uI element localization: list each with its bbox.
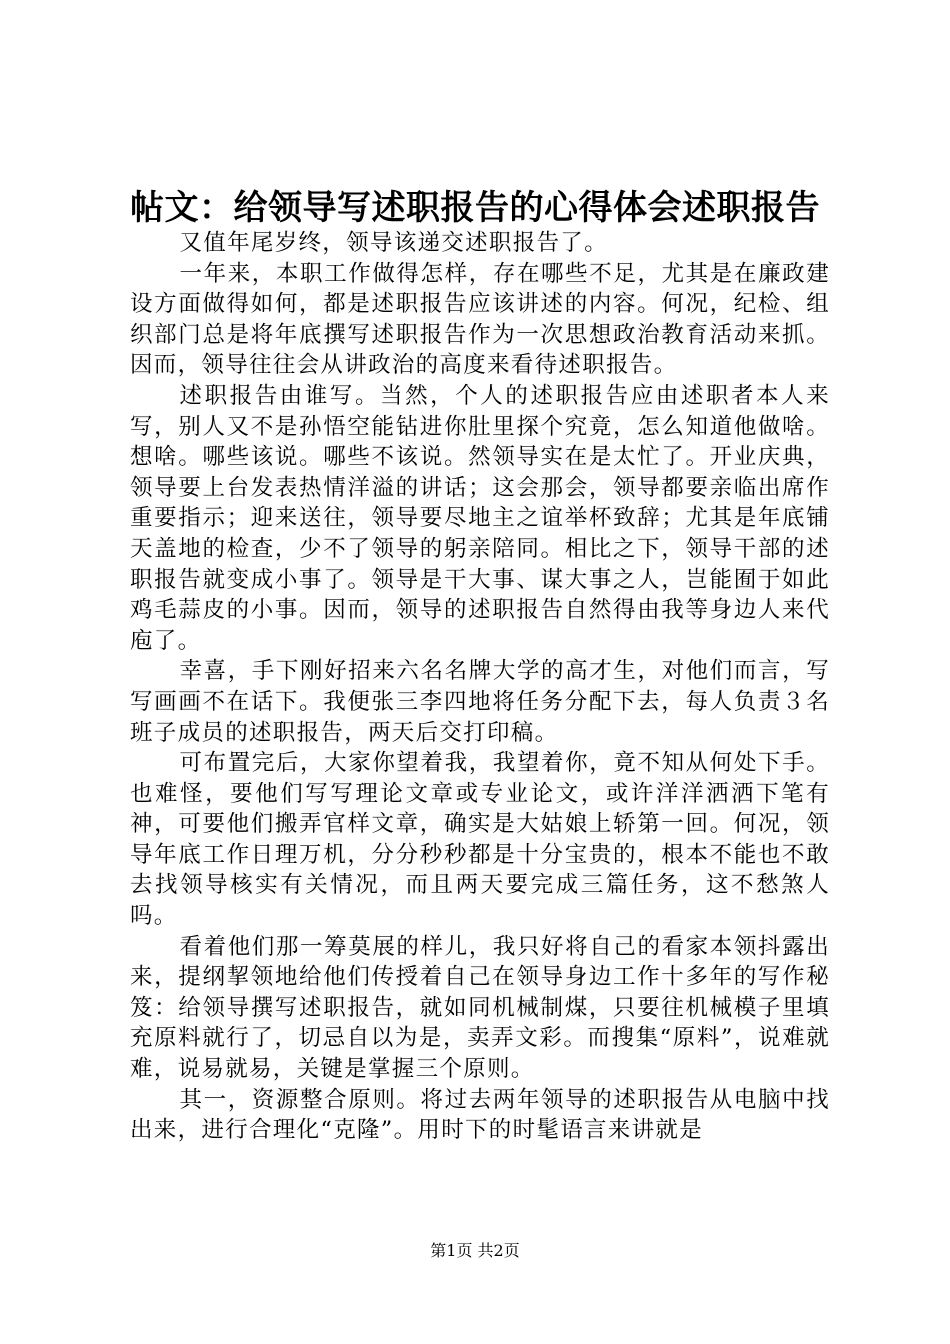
paragraph: 幸喜，手下刚好招来六名名牌大学的高才生，对他们而言，写写画画不在话下。我便张三李四地将任务分配下去，每人负责３名班子成员的述职报告，两天后交打印稿。 (130, 658, 830, 746)
paragraph: 又值年尾岁终，领导该递交述职报告了。 (179, 230, 608, 256)
paragraph: 看着他们那一筹莫展的样儿，我只好将自己的看家本领抖露出来，提纲挈领地给他们传授着自己在领导身边工作十多年的写作秘笈：给领导撰写述职报告，就如同机械制煤，只要往机械模子里填充原料就行了，切忌自以为是，卖弄文彩。而搜集“原料”，说难就难，说易就易，关键是掌握三个原则。 (130, 933, 830, 1083)
document-body (130, 228, 830, 1146)
page-footer: 第1页 共2页 (430, 1241, 520, 1260)
paragraph: 其一，资源整合原则。将过去两年领导的述职报告从电脑中找出来，进行合理化“克隆”。用时下的时髦语言来讲就是 (130, 1086, 830, 1144)
paragraph: 可布置完后，大家你望着我，我望着你，竟不知从何处下手。也难怪，要他们写写理论文章或专业论文，或许洋洋洒洒下笔有神，可要他们搬弄官样文章，确实是大姑娘上轿第一回。何况，领导年底工作日理万机，分分秒秒都是十分宝贵的，根本不能也不敢去找领导核实有关情况，而且两天要完成三篇任务，这不愁煞人吗。 (130, 750, 830, 930)
document-title: 帖文：给领导写述职报告的心得体会述职报告 (130, 188, 820, 228)
paragraph: 一年来，本职工作做得怎样，存在哪些不足，尤其是在廉政建设方面做得如何，都是述职报告应该讲述的内容。何况，纪检、组织部门总是将年底撰写述职报告作为一次思想政治教育活动来抓。因而，领导往往会从讲政治的高度来看待述职报告。 (130, 260, 830, 379)
paragraph: 述职报告由谁写。当然，个人的述职报告应由述职者本人来写，别人又不是孙悟空能钻进你肚里探个究竟，怎么知道他做啥。想啥。哪些该说。哪些不该说。然领导实在是太忙了。开业庆典，领导要上台发表热情洋溢的讲话；这会那会，领导都要亲临出席作重要指示；迎来送往，领导要尽地主之谊举杯致辞；尤其是年底铺天盖地的检查，少不了领导的躬亲陪同。相比之下，领导干部的述职报告就变成小事了。领导是干大事、谋大事之人，岂能囿于如此鸡毛蒜皮的小事。因而，领导的述职报告自然得由我等身边人来代庖了。 (130, 382, 830, 654)
